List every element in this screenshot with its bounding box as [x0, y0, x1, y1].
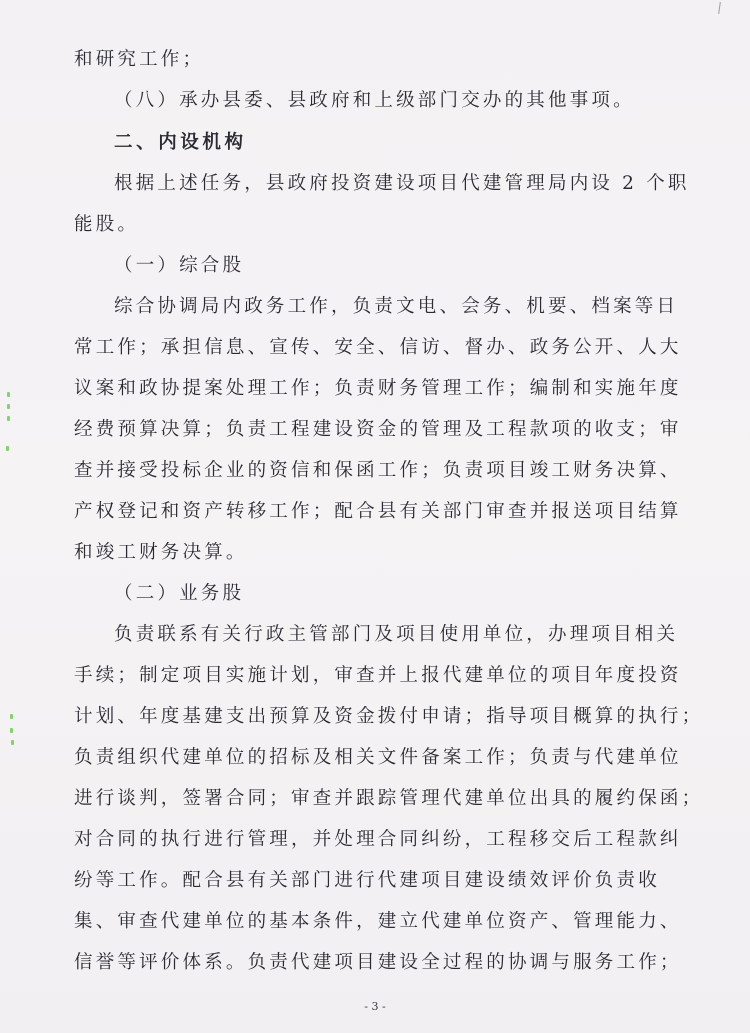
text-line-17: 计划、年度基建支出预算及资金拨付申请；指导项目概算的执行；: [74, 706, 704, 727]
scan-artifact-mark: [10, 714, 13, 719]
scan-artifact-mark: [6, 446, 9, 451]
text-line-9: 议案和政协提案处理工作；负责财务管理工作；编制和实施年度: [74, 378, 682, 399]
text-line-8: 常工作；承担信息、宣传、安全、信访、督办、政务公开、人大: [74, 337, 682, 358]
text-line-5: 能股。: [74, 214, 140, 235]
page-number: - 3 -: [364, 1000, 386, 1013]
scan-edge-mark: [718, 2, 721, 14]
text-line-1: 和研究工作；: [74, 49, 205, 70]
scan-artifact-mark: [7, 404, 10, 409]
text-line-13: 和竣工财务决算。: [74, 542, 248, 563]
scan-artifact-mark: [7, 392, 10, 397]
text-line-23: 信誉等评价体系。负责代建项目建设全过程的协调与服务工作；: [74, 952, 682, 973]
text-line-7: 综合协调局内政务工作，负责文电、会务、机要、档案等日: [114, 296, 679, 317]
text-line-4: 根据上述任务，县政府投资建设项目代建管理局内设 2 个职: [114, 173, 690, 194]
text-line-11: 查并接受投标企业的资信和保函工作；负责项目竣工财务决算、: [74, 460, 682, 481]
section-heading-internal-structure: 二、内设机构: [114, 132, 247, 153]
text-line-10: 经费预算决算；负责工程建设资金的管理及工程款项的收支；审: [74, 419, 682, 440]
text-line-12: 产权登记和资产转移工作；配合县有关部门审查并报送项目结算: [74, 501, 682, 522]
text-line-19: 进行谈判，签署合同；审查并跟踪管理代建单位出具的履约保函；: [74, 788, 704, 809]
text-line-18: 负责组织代建单位的招标及相关文件备案工作；负责与代建单位: [74, 747, 682, 768]
text-line-2: （八）承办县委、县政府和上级部门交办的其他事项。: [114, 90, 635, 111]
subheading-general-section: （一）综合股: [114, 255, 245, 276]
text-line-16: 手续；制定项目实施计划，审查并上报代建单位的项目年度投资: [74, 665, 682, 686]
scan-artifact-mark: [11, 740, 14, 745]
scan-artifact-mark: [10, 728, 13, 733]
text-line-20: 对合同的执行进行管理，并处理合同纠纷，工程移交后工程款纠: [74, 829, 682, 850]
scan-artifact-mark: [7, 416, 10, 421]
subheading-business-section: （二）业务股: [114, 583, 245, 604]
text-line-22: 集、审查代建单位的基本条件，建立代建单位资产、管理能力、: [74, 911, 682, 932]
text-line-15: 负责联系有关行政主管部门及项目使用单位，办理项目相关: [114, 624, 679, 645]
text-line-21: 纷等工作。配合县有关部门进行代建项目建设绩效评价负责收: [74, 870, 660, 891]
